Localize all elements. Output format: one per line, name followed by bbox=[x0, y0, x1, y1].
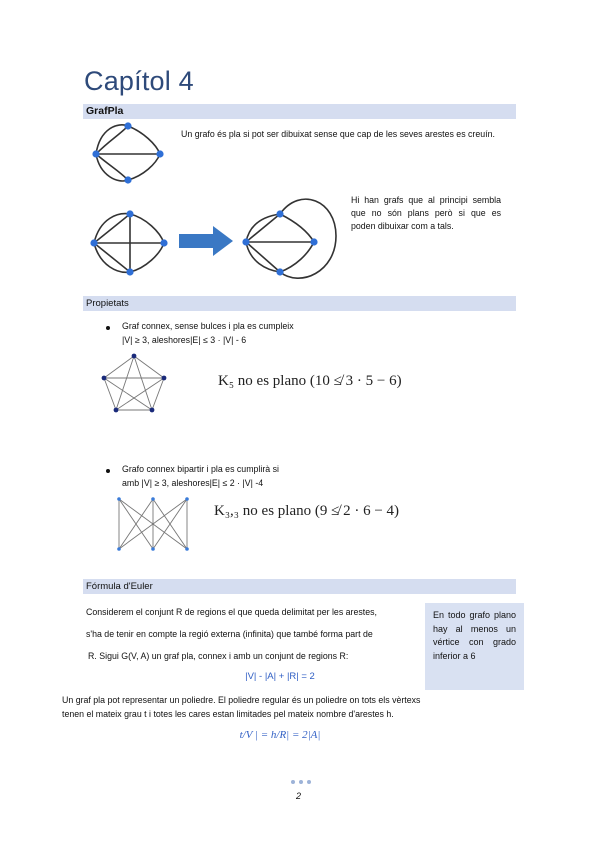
polyhedron-equation bbox=[220, 729, 340, 741]
planar-graph-figure bbox=[88, 118, 168, 188]
k5-graph-figure bbox=[100, 350, 170, 416]
polyhedron-line1: Un graf pla pot representar un poliedre. El poliedre regular és un poliedre on tots els vèrtexs bbox=[62, 695, 421, 705]
callout-box: En todo grafo plano hay al menos un vértice con grado inferior a 6 bbox=[425, 603, 524, 690]
transform-arrow-icon bbox=[179, 226, 235, 256]
euler-paragraph-line1: Considerem el conjunt R de regions el que queda delimitat per les arestes, bbox=[86, 607, 377, 617]
euler-paragraph-line2: s'ha de tenir en compte la regió externa (infinita) que també forma part de bbox=[86, 629, 373, 639]
k33-graph-figure bbox=[115, 495, 195, 555]
page-number: 2 bbox=[296, 791, 302, 801]
section-heading-formula-euler: Fórmula d'Euler bbox=[83, 579, 516, 594]
planar-definition-text: Un grafo és pla si pot ser dibuixat sense que cap de les seves arestes es creuín. bbox=[181, 129, 495, 139]
chapter-title: Capítol 4 bbox=[84, 66, 194, 96]
property1-line2: |V| ≥ 3, aleshores|E| ≤ 3 · |V| - 6 bbox=[122, 335, 247, 345]
property1-line1: Graf connex, sense bulces i pla es cumpleix bbox=[122, 321, 294, 331]
page-dots-icon bbox=[290, 779, 312, 785]
k5-formula: K₅ no es plano (10 ≰ 3 · 5 − 6) bbox=[218, 373, 402, 389]
property2-line2: amb |V| ≥ 3, aleshores|E| ≤ 2 · |V| -4 bbox=[122, 478, 264, 488]
property2-line1: Grafo connex bipartir i pla es cumplirà si bbox=[122, 464, 279, 474]
polyhedron-equation-text: t/V | = h/R| = 2|A| bbox=[239, 729, 321, 741]
redrawn-planar-graph-figure bbox=[240, 192, 340, 282]
section-heading-propietats: Propietats bbox=[83, 296, 516, 311]
bullet-icon bbox=[106, 469, 110, 473]
euler-paragraph-line3: R. Sigui G(V, A) un graf pla, connex i amb un conjunt de regions R: bbox=[88, 651, 349, 661]
polyhedron-line2: tenen el mateix grau t i totes les cares estan limitades pel mateix nombre d'arestes h. bbox=[62, 709, 394, 719]
k33-formula: K₃,₃ no es plano (9 ≰ 2 · 6 − 4) bbox=[214, 503, 400, 519]
bullet-icon bbox=[106, 326, 110, 330]
euler-equation: |V| - |A| + |R| = 2 bbox=[245, 671, 315, 682]
non-planar-looking-note: Hi han grafs que al principi sembla que no són plans però si que es poden dibuixar com a tals. bbox=[351, 195, 501, 231]
section-heading-graf-pla: GrafPla bbox=[83, 104, 516, 119]
crossing-graph-figure bbox=[86, 208, 176, 278]
